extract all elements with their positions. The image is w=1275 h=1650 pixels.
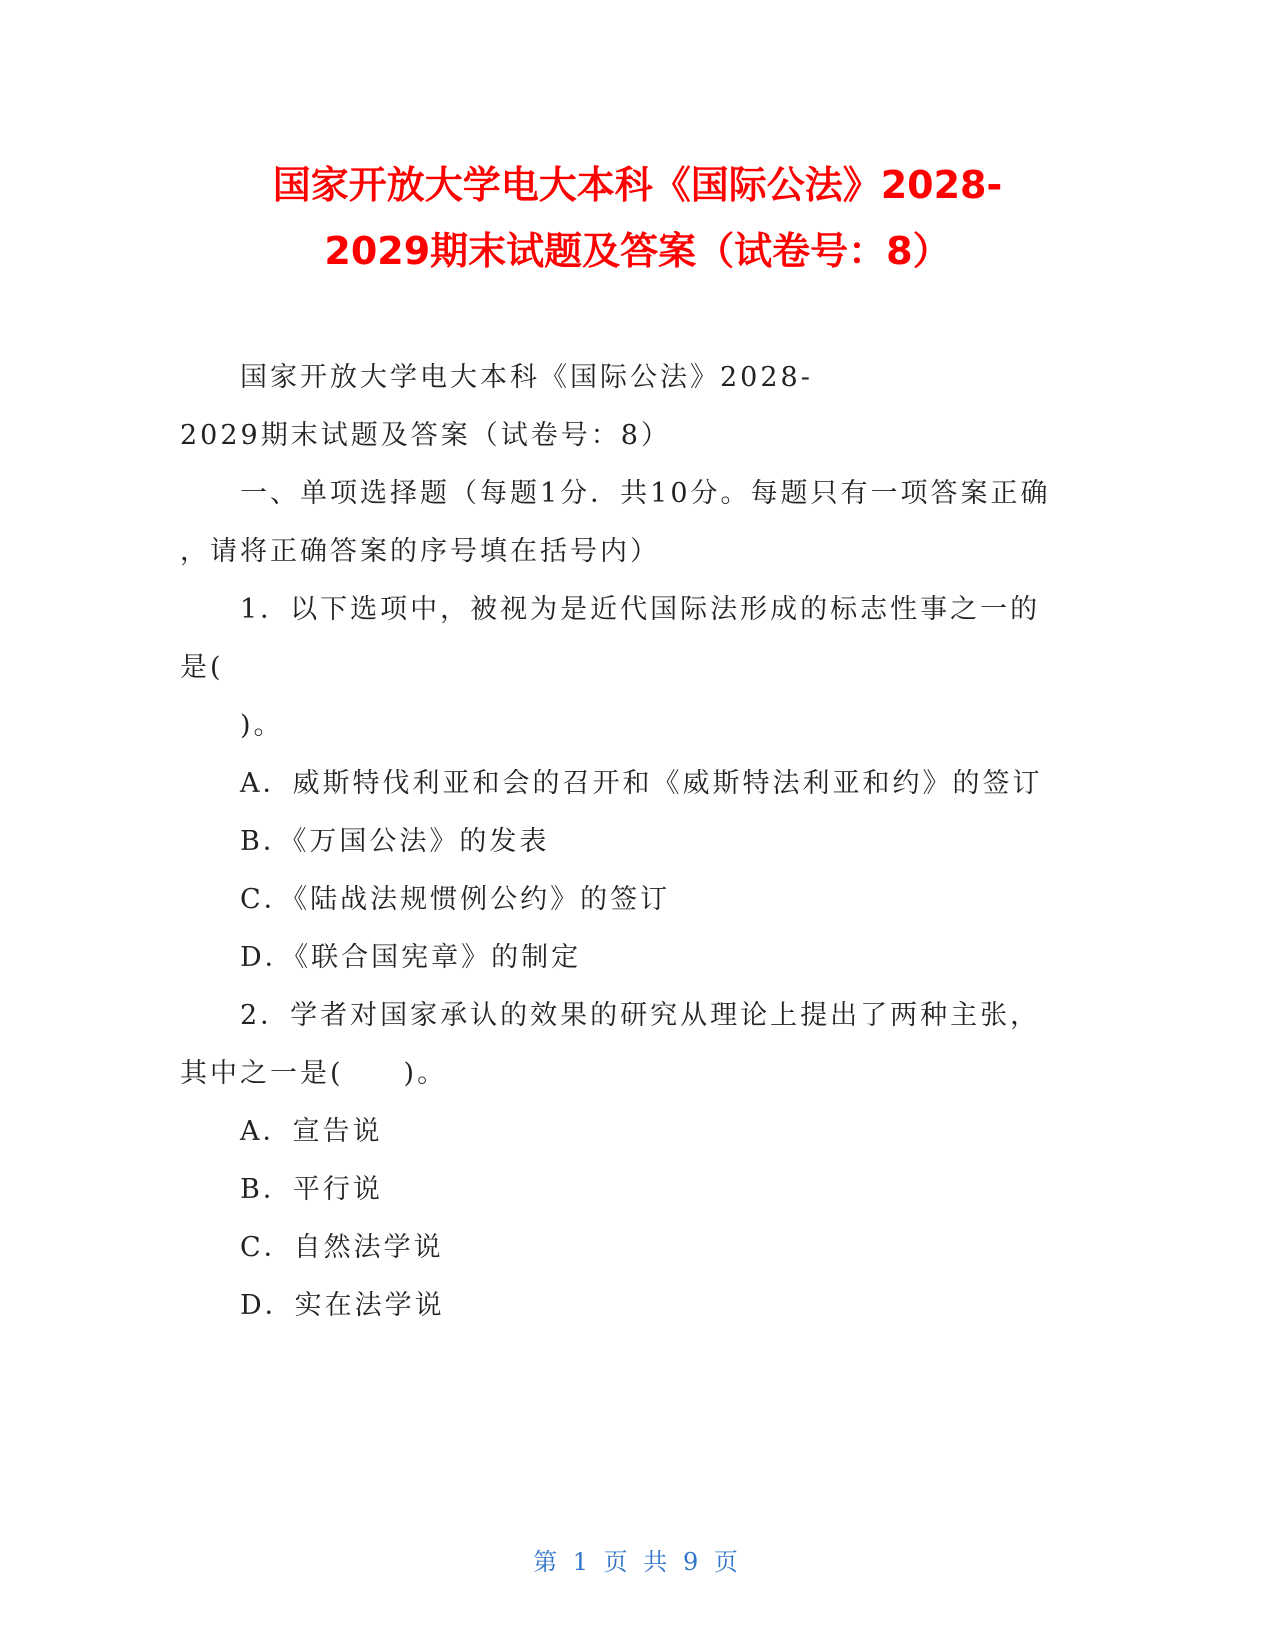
question-1-line-3: )。 (240, 710, 284, 741)
question-2-option-a: A．宣告说 (240, 1116, 383, 1147)
heading-line-1: 国家开放大学电大本科《国际公法》2028- (240, 362, 813, 393)
question-1-line-2: 是( (180, 652, 224, 683)
question-1-line-1: 1．以下选项中，被视为是近代国际法形成的标志性事之一的 (240, 594, 1041, 625)
question-1-option-c: C．《陆战法规惯例公约》的签订 (240, 884, 671, 915)
question-1-option-b: B．《万国公法》的发表 (240, 826, 550, 857)
section-instruction-line-2: ，请将正确答案的序号填在括号内） (180, 536, 660, 567)
question-2-line-2: 其中之一是( )。 (180, 1058, 448, 1089)
question-2-option-d: D．实在法学说 (240, 1290, 445, 1321)
question-2-option-c: C．自然法学说 (240, 1232, 444, 1263)
question-1-option-a: A．威斯特伐利亚和会的召开和《威斯特法利亚和约》的签订 (240, 768, 1043, 799)
page-number-footer: 第 1 页 共 9 页 (533, 1548, 742, 1576)
section-instruction-line-1: 一、单项选择题（每题1分．共10分。每题只有一项答案正确 (240, 478, 1051, 509)
question-1-option-d: D．《联合国宪章》的制定 (240, 942, 582, 973)
document-title-line-2: 2029期末试题及答案（试卷号：8） (324, 229, 951, 273)
question-2-line-1: 2．学者对国家承认的效果的研究从理论上提出了两种主张， (240, 1000, 1041, 1031)
document-title-line-1: 国家开放大学电大本科《国际公法》2028- (272, 163, 1003, 207)
question-2-option-b: B．平行说 (240, 1174, 383, 1205)
heading-line-2: 2029期末试题及答案（试卷号：8） (180, 420, 671, 451)
